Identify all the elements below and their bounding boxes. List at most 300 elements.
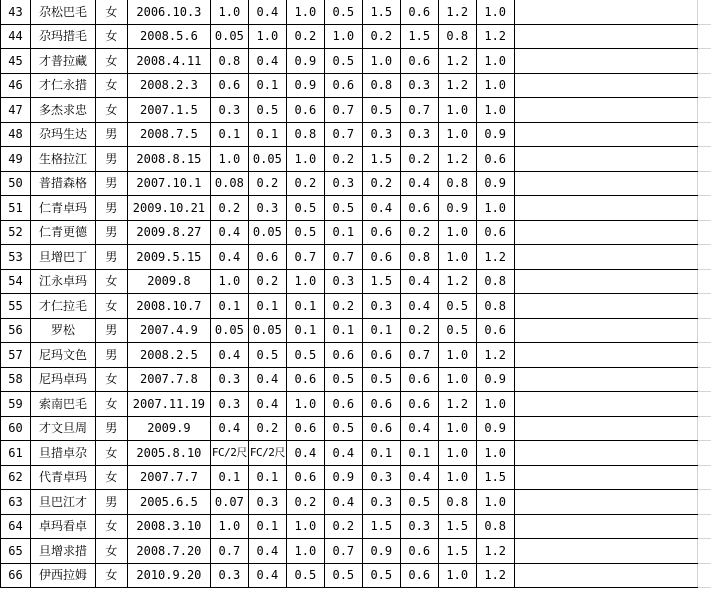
birth-date-cell[interactable]: 2008.8.15	[127, 147, 210, 172]
birth-date-cell[interactable]: 2007.11.19	[127, 392, 210, 417]
row-number-cell[interactable]: 48	[1, 122, 31, 147]
row-number-cell[interactable]: 56	[1, 318, 31, 343]
row-number-cell[interactable]: 50	[1, 171, 31, 196]
gender-cell[interactable]: 女	[95, 294, 127, 319]
va-3-cell[interactable]: 0.2	[286, 24, 324, 49]
va-6-cell[interactable]: 0.7	[400, 98, 438, 123]
va-1-cell[interactable]: FC/2尺	[210, 441, 248, 466]
row-number-cell[interactable]: 43	[1, 0, 31, 24]
gender-cell[interactable]: 女	[95, 98, 127, 123]
va-8-cell[interactable]: 1.2	[476, 563, 514, 588]
empty-cell[interactable]	[514, 24, 698, 49]
va-7-cell[interactable]: 0.8	[438, 24, 476, 49]
va-4-cell[interactable]: 0.5	[324, 49, 362, 74]
empty-cell[interactable]	[698, 392, 711, 417]
va-7-cell[interactable]: 1.5	[438, 539, 476, 564]
birth-date-cell[interactable]: 2008.3.10	[127, 514, 210, 539]
va-8-cell[interactable]: 0.6	[476, 147, 514, 172]
va-7-cell[interactable]: 1.0	[438, 441, 476, 466]
va-2-cell[interactable]: 0.1	[248, 294, 286, 319]
va-5-cell[interactable]: 0.8	[362, 73, 400, 98]
va-4-cell[interactable]: 0.2	[324, 514, 362, 539]
va-3-cell[interactable]: 0.6	[286, 98, 324, 123]
va-5-cell[interactable]: 0.4	[362, 196, 400, 221]
student-name-cell[interactable]: 旦增求措	[30, 539, 95, 564]
empty-cell[interactable]	[698, 318, 711, 343]
va-2-cell[interactable]: 0.4	[248, 539, 286, 564]
birth-date-cell[interactable]: 2007.7.8	[127, 367, 210, 392]
birth-date-cell[interactable]: 2008.2.3	[127, 73, 210, 98]
va-8-cell[interactable]: 1.5	[476, 465, 514, 490]
va-1-cell[interactable]: 0.3	[210, 98, 248, 123]
empty-cell[interactable]	[698, 122, 711, 147]
va-6-cell[interactable]: 0.3	[400, 73, 438, 98]
empty-cell[interactable]	[698, 343, 711, 368]
row-number-cell[interactable]: 53	[1, 245, 31, 270]
va-8-cell[interactable]: 1.2	[476, 539, 514, 564]
row-number-cell[interactable]: 66	[1, 563, 31, 588]
student-name-cell[interactable]: 仁青卓玛	[30, 196, 95, 221]
row-number-cell[interactable]: 61	[1, 441, 31, 466]
row-number-cell[interactable]: 64	[1, 514, 31, 539]
va-2-cell[interactable]: 0.4	[248, 0, 286, 24]
row-number-cell[interactable]: 45	[1, 49, 31, 74]
va-5-cell[interactable]: 0.6	[362, 392, 400, 417]
va-2-cell[interactable]: 0.4	[248, 563, 286, 588]
empty-cell[interactable]	[698, 220, 711, 245]
va-2-cell[interactable]: 0.2	[248, 269, 286, 294]
va-2-cell[interactable]: 0.5	[248, 343, 286, 368]
va-8-cell[interactable]: 0.9	[476, 367, 514, 392]
row-number-cell[interactable]: 44	[1, 24, 31, 49]
va-8-cell[interactable]: 0.9	[476, 416, 514, 441]
empty-cell[interactable]	[514, 539, 698, 564]
va-8-cell[interactable]: 0.8	[476, 294, 514, 319]
va-3-cell[interactable]: 0.6	[286, 416, 324, 441]
va-1-cell[interactable]: 0.1	[210, 465, 248, 490]
va-6-cell[interactable]: 0.2	[400, 147, 438, 172]
va-4-cell[interactable]: 0.6	[324, 343, 362, 368]
va-6-cell[interactable]: 0.3	[400, 122, 438, 147]
va-4-cell[interactable]: 0.1	[324, 318, 362, 343]
gender-cell[interactable]: 女	[95, 269, 127, 294]
va-5-cell[interactable]: 0.1	[362, 318, 400, 343]
empty-cell[interactable]	[698, 294, 711, 319]
va-1-cell[interactable]: 1.0	[210, 147, 248, 172]
va-4-cell[interactable]: 0.7	[324, 98, 362, 123]
va-3-cell[interactable]: 0.5	[286, 220, 324, 245]
va-1-cell[interactable]: 0.08	[210, 171, 248, 196]
birth-date-cell[interactable]: 2008.7.20	[127, 539, 210, 564]
va-6-cell[interactable]: 0.4	[400, 294, 438, 319]
va-2-cell[interactable]: 0.4	[248, 392, 286, 417]
va-1-cell[interactable]: 0.6	[210, 73, 248, 98]
va-6-cell[interactable]: 0.6	[400, 196, 438, 221]
gender-cell[interactable]: 男	[95, 122, 127, 147]
student-name-cell[interactable]: 普措森格	[30, 171, 95, 196]
va-1-cell[interactable]: 1.0	[210, 269, 248, 294]
va-4-cell[interactable]: 0.5	[324, 563, 362, 588]
va-3-cell[interactable]: 1.0	[286, 0, 324, 24]
empty-cell[interactable]	[698, 416, 711, 441]
va-6-cell[interactable]: 0.4	[400, 171, 438, 196]
birth-date-cell[interactable]: 2005.6.5	[127, 490, 210, 515]
row-number-cell[interactable]: 65	[1, 539, 31, 564]
va-1-cell[interactable]: 0.4	[210, 220, 248, 245]
va-5-cell[interactable]: 0.3	[362, 490, 400, 515]
va-1-cell[interactable]: 0.3	[210, 392, 248, 417]
empty-cell[interactable]	[698, 171, 711, 196]
va-8-cell[interactable]: 1.0	[476, 392, 514, 417]
va-1-cell[interactable]: 0.2	[210, 196, 248, 221]
student-name-cell[interactable]: 尼玛文色	[30, 343, 95, 368]
va-6-cell[interactable]: 0.6	[400, 563, 438, 588]
va-5-cell[interactable]: 1.0	[362, 49, 400, 74]
va-6-cell[interactable]: 0.2	[400, 220, 438, 245]
va-3-cell[interactable]: 0.5	[286, 343, 324, 368]
va-6-cell[interactable]: 0.6	[400, 539, 438, 564]
student-name-cell[interactable]: 旦措卓尕	[30, 441, 95, 466]
va-8-cell[interactable]: 1.0	[476, 441, 514, 466]
gender-cell[interactable]: 男	[95, 245, 127, 270]
va-8-cell[interactable]: 1.0	[476, 98, 514, 123]
va-3-cell[interactable]: 1.0	[286, 392, 324, 417]
student-name-cell[interactable]: 代青卓玛	[30, 465, 95, 490]
student-name-cell[interactable]: 江永卓玛	[30, 269, 95, 294]
va-3-cell[interactable]: 0.4	[286, 441, 324, 466]
student-name-cell[interactable]: 罗松	[30, 318, 95, 343]
gender-cell[interactable]: 男	[95, 343, 127, 368]
va-2-cell[interactable]: 0.3	[248, 490, 286, 515]
empty-cell[interactable]	[698, 147, 711, 172]
empty-cell[interactable]	[514, 0, 698, 24]
birth-date-cell[interactable]: 2009.8	[127, 269, 210, 294]
va-1-cell[interactable]: 0.7	[210, 539, 248, 564]
row-number-cell[interactable]: 54	[1, 269, 31, 294]
va-4-cell[interactable]: 0.1	[324, 220, 362, 245]
row-number-cell[interactable]: 49	[1, 147, 31, 172]
va-1-cell[interactable]: 0.4	[210, 343, 248, 368]
va-5-cell[interactable]: 0.5	[362, 98, 400, 123]
va-8-cell[interactable]: 1.2	[476, 24, 514, 49]
va-4-cell[interactable]: 0.7	[324, 122, 362, 147]
birth-date-cell[interactable]: 2009.8.27	[127, 220, 210, 245]
va-3-cell[interactable]: 1.0	[286, 269, 324, 294]
student-name-cell[interactable]: 多杰求忠	[30, 98, 95, 123]
row-number-cell[interactable]: 47	[1, 98, 31, 123]
va-4-cell[interactable]: 0.3	[324, 269, 362, 294]
va-2-cell[interactable]: FC/2尺	[248, 441, 286, 466]
va-6-cell[interactable]: 0.8	[400, 245, 438, 270]
gender-cell[interactable]: 女	[95, 73, 127, 98]
va-8-cell[interactable]: 0.8	[476, 269, 514, 294]
gender-cell[interactable]: 男	[95, 318, 127, 343]
empty-cell[interactable]	[514, 416, 698, 441]
va-4-cell[interactable]: 0.2	[324, 147, 362, 172]
empty-cell[interactable]	[514, 514, 698, 539]
va-7-cell[interactable]: 0.5	[438, 318, 476, 343]
va-2-cell[interactable]: 0.4	[248, 49, 286, 74]
va-1-cell[interactable]: 0.3	[210, 367, 248, 392]
va-2-cell[interactable]: 0.05	[248, 318, 286, 343]
gender-cell[interactable]: 女	[95, 49, 127, 74]
va-5-cell[interactable]: 0.3	[362, 294, 400, 319]
va-8-cell[interactable]: 0.6	[476, 220, 514, 245]
va-4-cell[interactable]: 0.5	[324, 0, 362, 24]
va-1-cell[interactable]: 0.4	[210, 416, 248, 441]
va-3-cell[interactable]: 0.6	[286, 367, 324, 392]
empty-cell[interactable]	[514, 245, 698, 270]
va-8-cell[interactable]: 0.8	[476, 514, 514, 539]
va-3-cell[interactable]: 1.0	[286, 514, 324, 539]
birth-date-cell[interactable]: 2010.9.20	[127, 563, 210, 588]
student-name-cell[interactable]: 尕松巴毛	[30, 0, 95, 24]
va-6-cell[interactable]: 0.6	[400, 367, 438, 392]
birth-date-cell[interactable]: 2007.4.9	[127, 318, 210, 343]
va-7-cell[interactable]: 1.2	[438, 392, 476, 417]
empty-cell[interactable]	[514, 122, 698, 147]
va-4-cell[interactable]: 0.6	[324, 73, 362, 98]
va-8-cell[interactable]: 1.0	[476, 49, 514, 74]
va-1-cell[interactable]: 0.4	[210, 245, 248, 270]
va-7-cell[interactable]: 0.5	[438, 294, 476, 319]
empty-cell[interactable]	[514, 392, 698, 417]
empty-cell[interactable]	[514, 563, 698, 588]
row-number-cell[interactable]: 60	[1, 416, 31, 441]
va-8-cell[interactable]: 1.0	[476, 73, 514, 98]
va-3-cell[interactable]: 0.5	[286, 196, 324, 221]
empty-cell[interactable]	[514, 490, 698, 515]
gender-cell[interactable]: 女	[95, 392, 127, 417]
va-6-cell[interactable]: 0.4	[400, 416, 438, 441]
empty-cell[interactable]	[698, 245, 711, 270]
birth-date-cell[interactable]: 2008.4.11	[127, 49, 210, 74]
row-number-cell[interactable]: 63	[1, 490, 31, 515]
empty-cell[interactable]	[514, 98, 698, 123]
va-4-cell[interactable]: 0.9	[324, 465, 362, 490]
va-3-cell[interactable]: 0.1	[286, 318, 324, 343]
student-name-cell[interactable]: 尕玛措毛	[30, 24, 95, 49]
va-2-cell[interactable]: 0.4	[248, 367, 286, 392]
empty-cell[interactable]	[514, 49, 698, 74]
gender-cell[interactable]: 女	[95, 563, 127, 588]
va-6-cell[interactable]: 0.4	[400, 465, 438, 490]
va-7-cell[interactable]: 1.0	[438, 98, 476, 123]
gender-cell[interactable]: 男	[95, 147, 127, 172]
gender-cell[interactable]: 男	[95, 416, 127, 441]
va-7-cell[interactable]: 0.9	[438, 196, 476, 221]
va-7-cell[interactable]: 1.0	[438, 563, 476, 588]
student-name-cell[interactable]: 旦增巴丁	[30, 245, 95, 270]
va-4-cell[interactable]: 0.7	[324, 539, 362, 564]
va-7-cell[interactable]: 1.2	[438, 49, 476, 74]
student-name-cell[interactable]: 生格拉江	[30, 147, 95, 172]
va-1-cell[interactable]: 1.0	[210, 514, 248, 539]
va-2-cell[interactable]: 0.3	[248, 196, 286, 221]
va-1-cell[interactable]: 1.0	[210, 0, 248, 24]
va-7-cell[interactable]: 0.8	[438, 171, 476, 196]
va-3-cell[interactable]: 1.0	[286, 539, 324, 564]
va-2-cell[interactable]: 0.6	[248, 245, 286, 270]
va-1-cell[interactable]: 0.05	[210, 318, 248, 343]
gender-cell[interactable]: 女	[95, 0, 127, 24]
birth-date-cell[interactable]: 2008.5.6	[127, 24, 210, 49]
empty-cell[interactable]	[698, 98, 711, 123]
va-2-cell[interactable]: 0.1	[248, 514, 286, 539]
va-7-cell[interactable]: 1.2	[438, 269, 476, 294]
va-6-cell[interactable]: 0.6	[400, 392, 438, 417]
row-number-cell[interactable]: 55	[1, 294, 31, 319]
va-6-cell[interactable]: 0.3	[400, 514, 438, 539]
va-7-cell[interactable]: 1.0	[438, 122, 476, 147]
va-7-cell[interactable]: 0.8	[438, 490, 476, 515]
va-7-cell[interactable]: 1.0	[438, 367, 476, 392]
student-name-cell[interactable]: 卓玛看卓	[30, 514, 95, 539]
va-6-cell[interactable]: 0.4	[400, 269, 438, 294]
empty-cell[interactable]	[514, 196, 698, 221]
empty-cell[interactable]	[698, 514, 711, 539]
va-7-cell[interactable]: 1.0	[438, 416, 476, 441]
va-5-cell[interactable]: 0.5	[362, 367, 400, 392]
birth-date-cell[interactable]: 2009.9	[127, 416, 210, 441]
va-2-cell[interactable]: 0.5	[248, 98, 286, 123]
va-5-cell[interactable]: 0.6	[362, 220, 400, 245]
va-7-cell[interactable]: 1.2	[438, 73, 476, 98]
va-2-cell[interactable]: 0.2	[248, 416, 286, 441]
va-3-cell[interactable]: 0.7	[286, 245, 324, 270]
empty-cell[interactable]	[514, 269, 698, 294]
va-8-cell[interactable]: 0.6	[476, 318, 514, 343]
va-3-cell[interactable]: 0.2	[286, 490, 324, 515]
birth-date-cell[interactable]: 2008.10.7	[127, 294, 210, 319]
va-5-cell[interactable]: 1.5	[362, 269, 400, 294]
va-5-cell[interactable]: 0.6	[362, 343, 400, 368]
empty-cell[interactable]	[698, 441, 711, 466]
empty-cell[interactable]	[698, 367, 711, 392]
va-8-cell[interactable]: 0.9	[476, 122, 514, 147]
empty-cell[interactable]	[514, 441, 698, 466]
gender-cell[interactable]: 男	[95, 490, 127, 515]
va-6-cell[interactable]: 1.5	[400, 24, 438, 49]
row-number-cell[interactable]: 46	[1, 73, 31, 98]
empty-cell[interactable]	[698, 269, 711, 294]
student-name-cell[interactable]: 仁青更德	[30, 220, 95, 245]
va-4-cell[interactable]: 0.2	[324, 294, 362, 319]
birth-date-cell[interactable]: 2007.7.7	[127, 465, 210, 490]
student-name-cell[interactable]: 伊西拉姆	[30, 563, 95, 588]
birth-date-cell[interactable]: 2007.10.1	[127, 171, 210, 196]
va-5-cell[interactable]: 0.5	[362, 563, 400, 588]
row-number-cell[interactable]: 58	[1, 367, 31, 392]
student-name-cell[interactable]: 才仁永措	[30, 73, 95, 98]
va-3-cell[interactable]: 0.9	[286, 73, 324, 98]
empty-cell[interactable]	[514, 73, 698, 98]
va-4-cell[interactable]: 0.5	[324, 416, 362, 441]
student-name-cell[interactable]: 尼玛卓玛	[30, 367, 95, 392]
va-6-cell[interactable]: 0.6	[400, 49, 438, 74]
va-4-cell[interactable]: 0.7	[324, 245, 362, 270]
va-2-cell[interactable]: 1.0	[248, 24, 286, 49]
va-5-cell[interactable]: 1.5	[362, 0, 400, 24]
empty-cell[interactable]	[514, 343, 698, 368]
va-4-cell[interactable]: 0.5	[324, 196, 362, 221]
empty-cell[interactable]	[514, 367, 698, 392]
va-7-cell[interactable]: 1.0	[438, 465, 476, 490]
gender-cell[interactable]: 女	[95, 367, 127, 392]
gender-cell[interactable]: 女	[95, 514, 127, 539]
row-number-cell[interactable]: 59	[1, 392, 31, 417]
va-5-cell[interactable]: 0.6	[362, 245, 400, 270]
va-5-cell[interactable]: 0.3	[362, 465, 400, 490]
student-name-cell[interactable]: 才仁拉毛	[30, 294, 95, 319]
va-8-cell[interactable]: 1.2	[476, 343, 514, 368]
birth-date-cell[interactable]: 2008.2.5	[127, 343, 210, 368]
va-2-cell[interactable]: 0.05	[248, 220, 286, 245]
va-6-cell[interactable]: 0.2	[400, 318, 438, 343]
va-7-cell[interactable]: 1.2	[438, 147, 476, 172]
va-1-cell[interactable]: 0.1	[210, 294, 248, 319]
va-5-cell[interactable]: 1.5	[362, 514, 400, 539]
va-8-cell[interactable]: 1.0	[476, 0, 514, 24]
va-4-cell[interactable]: 0.4	[324, 441, 362, 466]
va-1-cell[interactable]: 0.07	[210, 490, 248, 515]
va-4-cell[interactable]: 0.6	[324, 392, 362, 417]
va-8-cell[interactable]: 1.0	[476, 196, 514, 221]
va-1-cell[interactable]: 0.3	[210, 563, 248, 588]
student-name-cell[interactable]: 旦巴江才	[30, 490, 95, 515]
va-3-cell[interactable]: 1.0	[286, 147, 324, 172]
va-5-cell[interactable]: 1.5	[362, 147, 400, 172]
empty-cell[interactable]	[698, 73, 711, 98]
va-5-cell[interactable]: 0.2	[362, 24, 400, 49]
va-5-cell[interactable]: 0.6	[362, 416, 400, 441]
va-8-cell[interactable]: 1.0	[476, 490, 514, 515]
va-2-cell[interactable]: 0.1	[248, 465, 286, 490]
va-4-cell[interactable]: 1.0	[324, 24, 362, 49]
va-2-cell[interactable]: 0.2	[248, 171, 286, 196]
birth-date-cell[interactable]: 2005.8.10	[127, 441, 210, 466]
empty-cell[interactable]	[698, 49, 711, 74]
empty-cell[interactable]	[514, 465, 698, 490]
va-3-cell[interactable]: 0.6	[286, 465, 324, 490]
va-3-cell[interactable]: 0.8	[286, 122, 324, 147]
empty-cell[interactable]	[514, 220, 698, 245]
row-number-cell[interactable]: 51	[1, 196, 31, 221]
va-1-cell[interactable]: 0.05	[210, 24, 248, 49]
empty-cell[interactable]	[514, 318, 698, 343]
va-7-cell[interactable]: 1.0	[438, 220, 476, 245]
student-name-cell[interactable]: 尕玛生达	[30, 122, 95, 147]
va-3-cell[interactable]: 0.1	[286, 294, 324, 319]
va-6-cell[interactable]: 0.1	[400, 441, 438, 466]
va-6-cell[interactable]: 0.5	[400, 490, 438, 515]
va-3-cell[interactable]: 0.5	[286, 563, 324, 588]
empty-cell[interactable]	[514, 171, 698, 196]
birth-date-cell[interactable]: 2008.7.5	[127, 122, 210, 147]
va-8-cell[interactable]: 0.9	[476, 171, 514, 196]
gender-cell[interactable]: 女	[95, 441, 127, 466]
student-name-cell[interactable]: 才普拉藏	[30, 49, 95, 74]
birth-date-cell[interactable]: 2007.1.5	[127, 98, 210, 123]
va-7-cell[interactable]: 1.5	[438, 514, 476, 539]
gender-cell[interactable]: 女	[95, 465, 127, 490]
va-4-cell[interactable]: 0.3	[324, 171, 362, 196]
va-7-cell[interactable]: 1.0	[438, 343, 476, 368]
va-4-cell[interactable]: 0.4	[324, 490, 362, 515]
va-4-cell[interactable]: 0.5	[324, 367, 362, 392]
student-name-cell[interactable]: 才文旦周	[30, 416, 95, 441]
va-6-cell[interactable]: 0.7	[400, 343, 438, 368]
